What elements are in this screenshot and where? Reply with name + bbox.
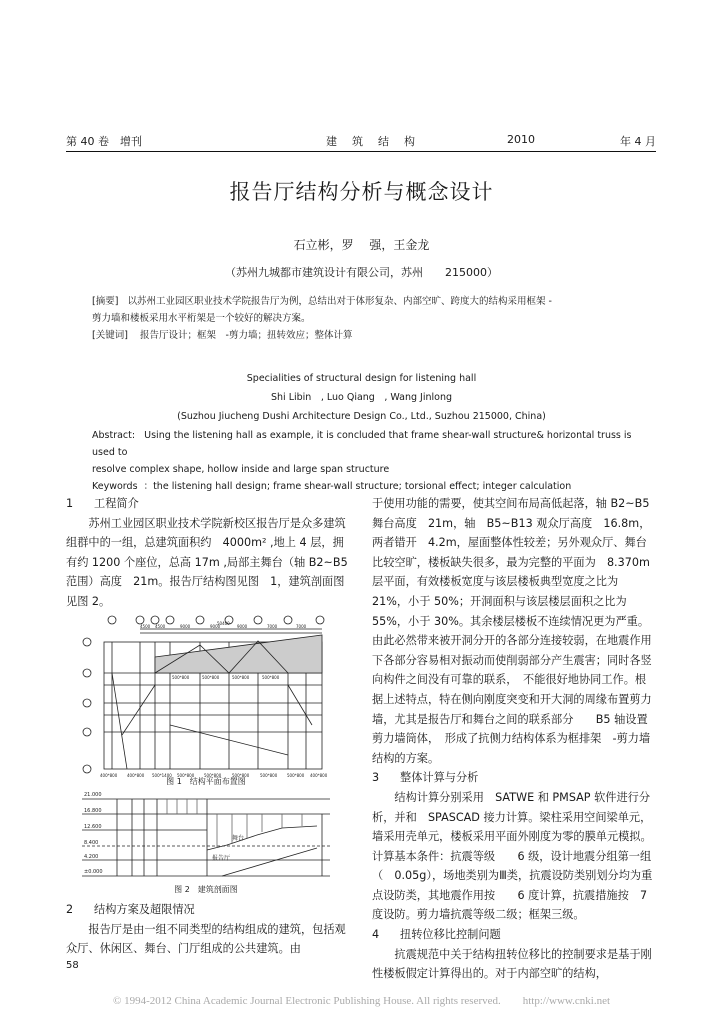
section-3-paragraph: 结构计算分别采用 SATWE 和 PMSAP 软件进行分析，并和 SPASCAD 接力计算。梁柱采用空间梁单元，墙采用壳单元，楼板采用平面外刚度为零的膜单元模拟。计算基本条件：抗震等级 6 级，设计地震分组第一组（ 0.05g），场地类别为Ⅲ类，抗震设防类别划分均为重点设防类，其地震作用按 6 度计算，抗震措施按 7 度设防。剪力墙抗震等级二级；框架三级。 [372,790,653,922]
english-abstract-label: Abstract: [92,430,136,441]
svg-text:16.800: 16.800 [84,808,102,814]
english-abstract-text-2: resolve complex shape, hollow inside and large span structure [92,464,390,475]
svg-text:500*1400: 500*1400 [152,773,172,778]
svg-text:500*800: 500*800 [204,773,222,778]
english-keywords-label: Keywords [92,481,138,492]
svg-text:7000: 7000 [296,624,307,629]
section-1-paragraph: 苏州工业园区职业技术学院新校区报告厅是众多建筑组群中的一组，总建筑面积约 4000m² ,地上 4 层，拥有约 1200 个座位，总高 17m ,局部主舞台（轴 B2~B5 范围）高度 21m。报告厅结构图见图 1，建筑剖面图见图 2。 [66,516,348,608]
abstract-text-1: 以苏州工业园区职业技术学院报告厅为例，总结出对于体形复杂、内部空旷、跨度大的结构采用框架 - [127,296,552,307]
journal-month: 年 4 月 [620,135,656,148]
section-2-paragraph: 报告厅是由一组不同类型的结构组成的建筑，包括观众厅、休闲区、舞台、门厅组成的公共建筑。由 [66,922,346,956]
affiliation: （苏州九城都市建筑设计有限公司，苏州 215000） [225,266,498,279]
svg-text:500*800: 500*800 [287,773,305,778]
abstract-text-2: 剪力墙和楼板采用水平桁架是一个较好的解决方案。 [92,313,311,324]
svg-text:4.200: 4.200 [84,854,99,860]
svg-text:报告厅: 报告厅 [212,855,231,862]
section-title: 结构方案及超限情况 [94,903,195,916]
section-title: 扭转位移比控制问题 [400,928,501,942]
svg-text:400*800: 400*800 [310,773,328,778]
section-title: 整体计算与分析 [400,771,479,785]
svg-text:500*800: 500*800 [172,675,190,680]
header-rule [66,151,656,152]
english-keywords: ：the listening hall design; frame shear-wall structure; torsional effect; integer calculation [143,481,572,492]
svg-text:500*800: 500*800 [232,773,250,778]
journal-volume: 第 40 卷 增刊 [66,135,142,148]
paper-title: 报告厅结构分析与概念设计 [229,180,494,204]
svg-text:500*800: 500*800 [177,773,195,778]
svg-text:500*800: 500*800 [202,675,220,680]
keywords-cn: 报告厅设计；框架 -剪力墙；扭转效应；整体计算 [140,330,353,341]
figure-1-caption: 图 1 结构平面布置图 [166,777,246,786]
svg-text:±0.000: ±0.000 [84,869,103,875]
svg-text:7000: 7000 [267,624,278,629]
english-title: Specialities of structural design for listening hall [246,373,477,384]
svg-text:500*800: 500*800 [260,773,278,778]
section-1-heading [66,494,352,514]
section-2-continued: 于使用功能的需要，使其空间布局高低起落，轴 B2~B5 舞台高度 21m，轴 B5~B13 观众厅高度 16.8m，两者错开 4.2m，屋面整体性较差；另外观众厅、舞台比较空旷，楼板缺失很多，最为完整的平面为 8.370m 层平面，有效楼板宽度与该层楼板典型宽度之比为 21%，小于 50%；开洞面积与该层楼层面积之比为 55%，小于 30%。其余楼层楼板不连续情况更为严重。由此必然带来被开洞分开的各部分连接较弱，在地震作用下各部分容易相对振动而使削弱部分产生震害；同时各竖向构件之间没有可靠的联系， 不能很好地协同工作。根据上述特点，特在侧向刚度突变和开大洞的周缘布置剪力墙，尤其是报告厅和舞台之间的联系部分 B5 轴设置剪力墙筒体， 形成了抗侧力结构体系为框排架 -剪力墙结构的方案。 [372,497,652,765]
section-4-heading [372,925,656,945]
authors: 石立彬，罗 强，王金龙 [293,238,430,252]
left-column [66,494,352,612]
overall-dimension: 50400 [217,621,230,626]
english-authors: Shi Libin , Luo Qiang , Wang Jinlong [270,392,453,403]
abstract-label: [摘要] [92,296,119,307]
svg-text:12.600: 12.600 [84,824,102,830]
svg-text:500*800: 500*800 [262,675,280,680]
section-number: 2 [66,903,74,916]
figure-2-caption: 图 2 建筑剖面图 [174,885,238,894]
structural-plan-drawing [82,615,330,785]
page-number: 58 [66,960,79,971]
svg-text:9000: 9000 [237,624,248,629]
right-column [372,494,656,984]
svg-text:400*800: 400*800 [100,773,118,778]
english-abstract-text-1: Using the listening hall as example, it is concluded that frame shear-wall structure& horizontal truss is used to [92,430,632,458]
english-abstract [92,427,652,495]
section-4-paragraph: 抗震规范中关于结构扭转位移比的控制要求是基于刚性楼板假定计算得出的。对于内部空旷的结构， [372,947,652,981]
svg-text:9000: 9000 [210,624,221,629]
section-number: 3 [372,771,380,785]
section-3-heading [372,768,656,788]
svg-text:舞台: 舞台 [232,835,245,842]
building-section-drawing [82,790,330,880]
svg-text:8.400: 8.400 [84,840,99,846]
abstract-cn [92,293,632,344]
journal-name: 建 筑 结 构 [326,135,417,148]
svg-text:21.000: 21.000 [84,792,102,798]
svg-text:9000: 9000 [180,624,191,629]
copyright-footer: © 1994-2012 China Academic Journal Electronic Publishing House. All rights reserved. http://www.cnki.net [112,995,611,1007]
figure-2-building-section [82,790,330,880]
svg-text:400*800: 400*800 [127,773,145,778]
figure-1-structural-plan [82,615,330,785]
svg-text:500*800: 500*800 [232,675,250,680]
section-title: 工程简介 [94,497,139,510]
english-affiliation: (Suzhou Jiucheng Dushi Architecture Design Co., Ltd., Suzhou 215000, China) [177,411,546,422]
left-column-lower [66,900,352,959]
journal-year: 2010 [507,133,535,146]
section-number: 4 [372,928,380,942]
svg-text:4500: 4500 [155,624,166,629]
svg-text:4500: 4500 [140,624,151,629]
keywords-label: [关键词] [92,330,128,341]
section-2-heading [66,900,352,920]
section-number: 1 [66,497,74,510]
